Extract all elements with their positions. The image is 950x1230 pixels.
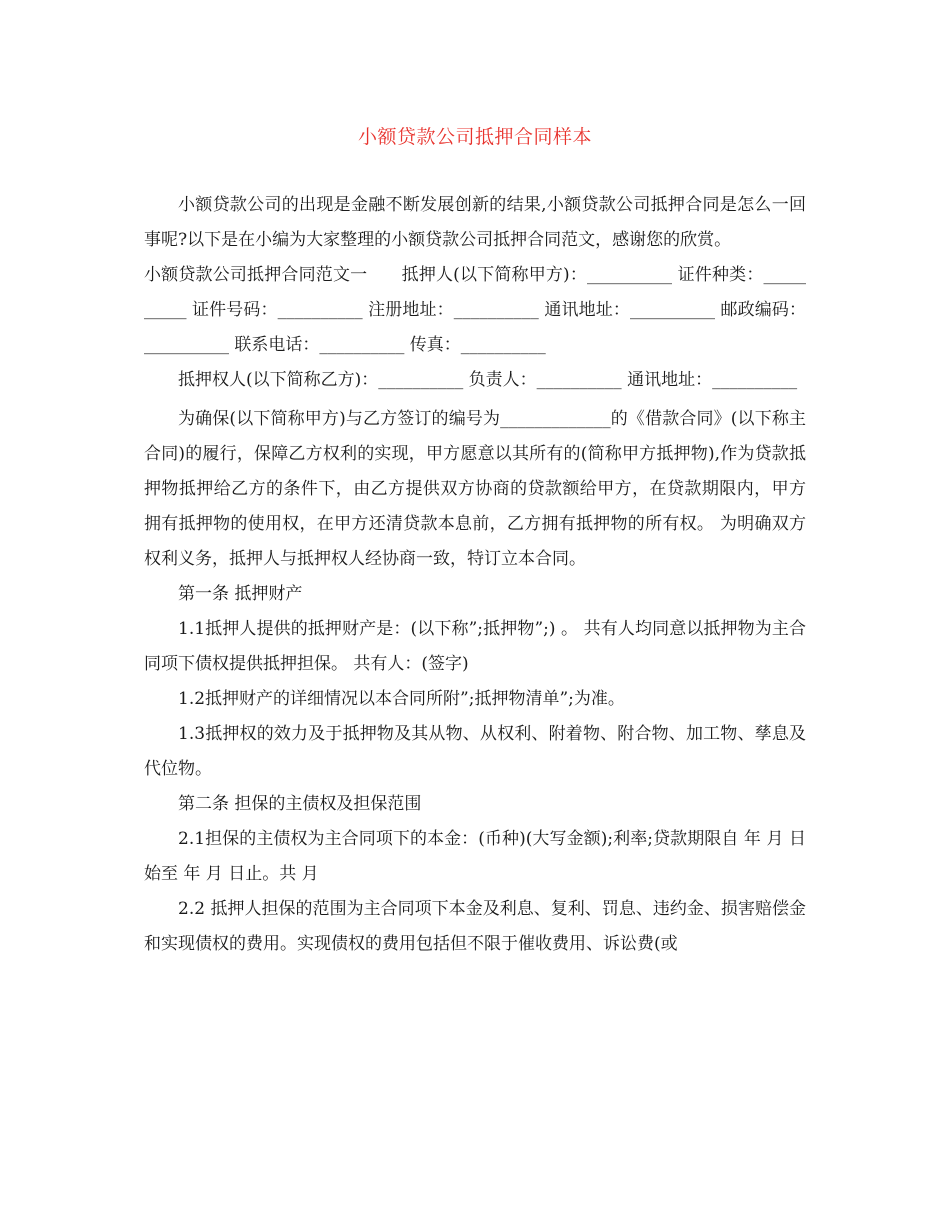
paragraph-purpose: 为确保(以下简称甲方)与乙方签订的编号为_____________的《借款合同》(以下称主合同)的履行，保障乙方权利的实现，甲方愿意以其所有的(简称甲方抵押物),作为贷款抵押物抵押给乙方的条件下，由乙方提供双方协商的贷款额给甲方，在贷款期限内，甲方拥有抵押物的使用权，在甲方还清贷款本息前，乙方拥有抵押物的所有权。 为明确双方权利义务，抵押人与抵押权人经协商一致，特订立本合同。 — [144, 409, 806, 569]
section-heading-2: 第二条 担保的主债权及担保范围 — [178, 794, 422, 814]
paragraph-party-b: 抵押权人(以下简称乙方)：__________ 负责人：__________ 通讯地址：__________ — [178, 370, 798, 390]
clause-2-1: 2.1担保的主债权为主合同项下的本金：(币种)(大写金额);利率;贷款期限自 年 月 日始至 年 月 日止。共 月 — [144, 829, 806, 884]
clause-2-2: 2.2 抵押人担保的范围为主合同项下本金及利息、复利、罚息、违约金、损害赔偿金和实现债权的费用。实现债权的费用包括但不限于催收费用、诉讼费(或 — [144, 899, 806, 954]
document-body — [144, 188, 806, 962]
section-heading-1: 第一条 抵押财产 — [178, 584, 303, 604]
paragraph-intro: 小额贷款公司的出现是金融不断发展创新的结果,小额贷款公司抵押合同是怎么一回事呢?以下是在小编为大家整理的小额贷款公司抵押合同范文，感谢您的欣赏。 — [144, 195, 806, 250]
clause-1-2: 1.2抵押财产的详细情况以本合同所附”;抵押物清单”;为准。 — [178, 689, 625, 709]
clause-1-1: 1.1抵押人提供的抵押财产是：(以下称”;抵押物”;) 。 共有人均同意以抵押物为主合同项下债权提供抵押担保。 共有人：(签字) — [144, 619, 806, 674]
paragraph-party-a: 小额贷款公司抵押合同范文一 抵押人(以下简称甲方)：__________ 证件种类：__________ 证件号码：__________ 注册地址：__________ 通讯地址：__________ 邮政编码：__________ 联系电话：__________ 传真：__________ — [144, 265, 806, 355]
document-title: 小额贷款公司抵押合同样本 — [357, 126, 592, 148]
clause-1-3: 1.3抵押权的效力及于抵押物及其从物、从权利、附着物、附合物、加工物、孳息及代位物。 — [144, 724, 806, 779]
